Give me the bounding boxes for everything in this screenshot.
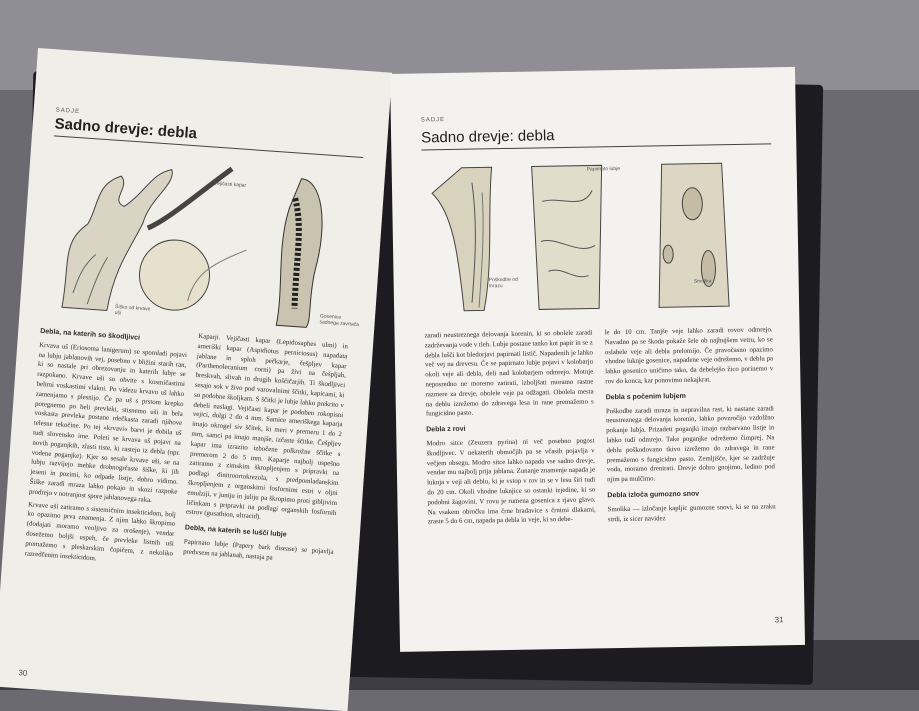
left-column-1 [24, 321, 188, 572]
caption-gall: Šiško od krvave uši [114, 304, 151, 317]
left-column-2 [183, 332, 349, 570]
paragraph-leopard-moth-cont: le do 10 cm. Tanjše veje lahko zaradi rovov odmrejo. Navadno pa se škoda pokaže šele ob najhujšem vetru, ko se oslabele veje ali debla prelomijo. Če pravočasno opazimo vhodne luknje gosenice, napadene veje odrežemo, v deblu pa lahko gosenico uničimo tako, da debelejšo žico porinemo v rov do konca, kar ponovimo nekajkrat. [604, 326, 774, 386]
paragraph-scale-insects: Kaparji. Vejičasti kapar (Lepidosaphes ulmi) in ameriški kapar (Aspidiotus perniciosus) napadata jablane in sploh pečkarje, češpljev kapar (Parthenolecanium corni) pa živi na češpljah, breskvah, slivah in drugih koščičarjih. Ti škodljivci sesajo sok v živo pod varovalnimi ščitki, kapicami, ki so podobne školjkam. S ščitki je lubje lahko prekrito v debeli naslagi. Vejičasti kapar je podoben rokopisni vejici, dolgi 2 do 4 mm. Samice ameriškega kaparja imajo okrogel siv ščitek, ki meri v premeru 1 do 2 mm, samci pa imajo manjše, izčaste ščitke. Češpljev kapar ima izrazito izbočene polkrožne ščitke s premerom 2 do 5 mm. Kaparje najbolj uspešno zatiramo z zimskim škropljenjem s pripravki na podlagi dinitroortokrezola, s predpomladanskim škropljenjem z organskimi fosfornimi estri v oljni emulziji, v juniju in juliju pa škropimo proti gibljivim ličinkam s pripravki na podlagi organskih fosfornih estrov (gusathion, ultracid). [185, 332, 349, 522]
caption-scale: Vejičasti kapar [213, 180, 247, 189]
paragraph-papery-bark: Papirnato lubje (Papery bark disease) se pojavlja predvsem na jablanah, nastaja pa [182, 538, 334, 562]
paragraph-woolly-aphid: Krvava uš (Eriosoma lanigerum) se spomladi pojavi na lubju jablanovih vej, posebno v bližini starih ran, ki so nastale pri obrezovanju in katerih lubje se razpokano. Krvave uši so obvite s kosmičastimi belimi voskastimi vlakni. Po videzu krvavo uš lahko zamenjamo s plesnijo. Če pa uš s prstom krepko potegnemo po beli prevleki, stisnemo uši in bela voskasta prevleka postane rdečkasta zaradi njihove telesne tekočine. Po tej »krvavi« barvi je dobila uš tudi slovensko ime. Poleti se krvava uš pojavi na novih poganjkih, zlasti tiste, ki rastejo iz debla (npr. vodene poganjke). Kjer so sesale krvave uši, se na lubju razvijejo mehke drobnogrčaste šiške, ki jih jeseni in pozimi, ko odpade listje, dobro vidimo. Šiške zaradi mraza lahko pokajo in skozi razpoke prodrejo v notranjost spore jablanovega raka. [28, 341, 188, 504]
caption-frost: Poškodbe od mrazu [488, 276, 518, 290]
paragraph-gummosis: Smolika — izločanje kapljic gumozne snovi, ki se na zraku strdi, iz sicer navidez [607, 503, 776, 523]
caption-papery-bark: Papirnato lubje [586, 165, 621, 173]
heading-peeling-bark: Debla, na katerih se luščí lubje [184, 524, 287, 539]
trunk-illustration [422, 157, 775, 313]
left-page [0, 48, 392, 711]
section-tag: SADJE [55, 107, 81, 116]
caption-borer: Gosenice sadnega zavrtača [319, 313, 360, 329]
pest-illustration [42, 141, 368, 333]
page-number-right: 31 [774, 615, 784, 625]
section-tag: SADJE [420, 117, 446, 124]
page-number-left: 30 [18, 668, 28, 678]
heading-burrows: Debla z rovi [426, 425, 466, 434]
heading-pest-trunks: Debla, na katerih so škodljivci [39, 327, 141, 342]
caption-gummosis: Smolika [693, 278, 712, 285]
right-column-2 [604, 325, 775, 527]
page-title: Sadno drevje: debla [420, 127, 555, 147]
right-column-1 [424, 329, 595, 531]
paragraph-leopard-moth: Modro sitce (Zeuzera pyrina) ni več posebno pogost škodljivec. V nekaterih območjih pa se včasih pojavlja v večjem obsegu. Modro sitce lahko napada vse sadno drevje, vendar mu najbolj prija jablana. Zunanje znamenje napada je luknja v veji ali deblu, ki je vstop v rov in se v lesu širi tudi do 20 cm. Okoli vhodne luknjice so ostanki izjedine, ki so podobni žagovini. V rovu je rumena gosenica z rjavo glavo. Na vsakem obročku ima črne bradavice s črnimi dlakami, zraste 5 do 6 cm, napada pa debla in veje, ki so debe- [426, 437, 596, 526]
heading-gummosis: Debla izloča gumozno snov [607, 490, 700, 500]
heading-cracked-bark: Debla s počenim lubjem [605, 392, 686, 402]
paragraph-papery-bark-cont: zaradi neustreznega delovanja korenin, ki so obolele zaradi zadrževanja vode v tleh. Lubje postane tanko kot papir in se z debla lušči kot bledorjavi papirnati listič. Napadenih je lahko več vej na drevesu. Če se papirnato lubje pojavi v kolobarju okoli veje ali debla, deli nad kolobarjem odmrejo. Motnje neposredno ne moremo zatirati, izboljšati moramo rastne razmere za drevje, obolele veje pa odžagati. Obolela mesta na deblu izrežemo do zdravega lesa in rane premažemo s fungicidno pasto. [424, 329, 594, 418]
paragraph-frost-damage: Poškodbe zaradi mraza in nepravilna rast, ki nastane zaradi neustreznega delovanja korenin, lahko povzročijo vzdolžno pokanje lubja. Prizadeti poganjki imajo razbarvano listje in lahko tudi odmrejo. Take poganjke odrežemo čimprej. Na deblu poškodovano tkivo izrežemo do zdravega in rane premažemo s fungicidno pasto. Zemljišče, kjer se zadržuje voda, moramo drenirati. Drevje dobro gnojimo, ledino pod njim pa mulčimo. [605, 404, 775, 484]
paragraph-woolly-aphid-control: Krvave uši zatiramo s sistemičnim insekticidom, bolj ko opazimo prva znamenja. Z njim lahko škropimo (dodajati moramo veoljivo za orošenje), vendar dosežemo boljši uspeh, če prevleke listnih uši premažemo s pleskarskim čopičem, z nekoliko razredčenim insekticidom. [24, 500, 177, 562]
page-title: Sadno drevje: debla [54, 115, 198, 143]
right-page [390, 67, 805, 652]
